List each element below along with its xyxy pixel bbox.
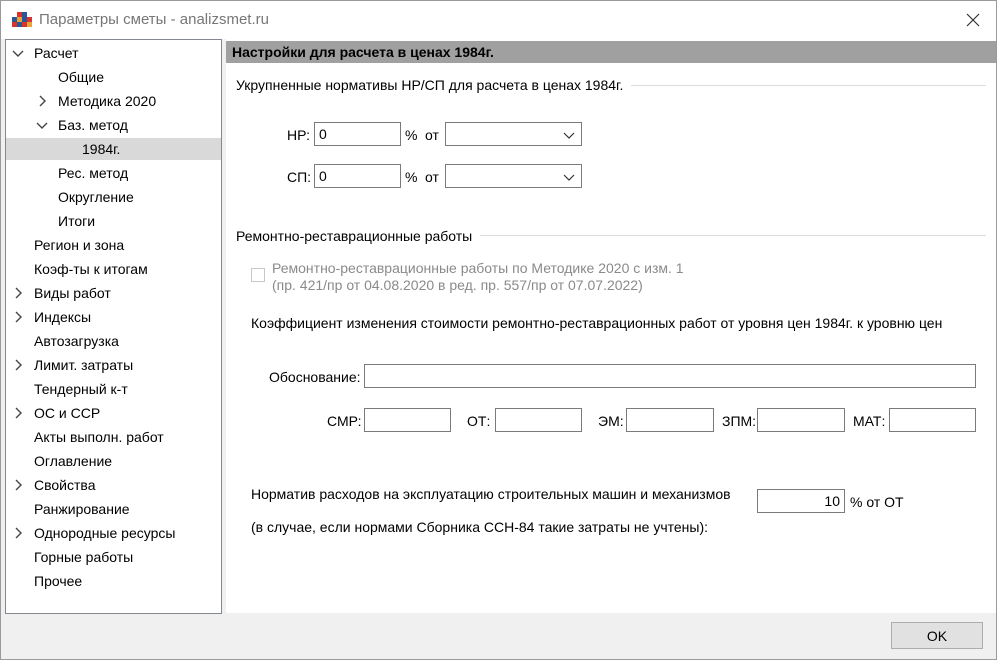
- sp-from-label: от: [425, 169, 439, 185]
- tree-item-label: Виды работ: [34, 285, 111, 301]
- chevron-right-icon[interactable]: [12, 287, 24, 299]
- chevron-right-icon[interactable]: [36, 95, 48, 107]
- machines-norm-input[interactable]: [757, 489, 845, 513]
- tree-item-label: Ранжирование: [34, 501, 130, 517]
- smr-label: СМР:: [327, 413, 362, 429]
- nr-from-label: от: [425, 127, 439, 143]
- nr-base-select[interactable]: [445, 122, 582, 146]
- chevron-down-icon[interactable]: [12, 47, 24, 59]
- repair-method-checkbox[interactable]: [251, 268, 265, 282]
- mat-input[interactable]: [889, 408, 976, 432]
- window-title: Параметры сметы - analizsmet.ru: [39, 11, 269, 28]
- zpm-input[interactable]: [757, 408, 845, 432]
- tree-item[interactable]: [6, 522, 221, 544]
- sp-percent-label: %: [405, 169, 418, 185]
- chevron-down-icon: [563, 171, 575, 183]
- repair-group-title: Ремонтно-реставрационные работы: [236, 228, 480, 244]
- tree-item-label: Тендерный к-т: [34, 381, 128, 397]
- tree-item-label: Округление: [58, 189, 134, 205]
- tree-item[interactable]: [6, 282, 221, 304]
- chevron-right-icon[interactable]: [12, 407, 24, 419]
- tree-item[interactable]: [6, 186, 221, 208]
- tree-item-label: Регион и зона: [34, 237, 125, 253]
- tree-item-label: 1984г.: [82, 141, 121, 157]
- tree-item-label: Баз. метод: [58, 117, 128, 133]
- chevron-right-icon[interactable]: [12, 527, 24, 539]
- tree-item-label: Лимит. затраты: [34, 357, 134, 373]
- section-header: [226, 41, 996, 63]
- tree-item-label: Свойства: [34, 477, 96, 493]
- tree-item-label: Акты выполн. работ: [34, 429, 164, 445]
- norms-group-title: Укрупненные нормативы НР/СП для расчета в ценах 1984г.: [236, 77, 631, 93]
- tree-item[interactable]: [6, 234, 221, 256]
- tree-item[interactable]: [6, 546, 221, 568]
- sp-input[interactable]: [314, 164, 401, 188]
- tree-item[interactable]: [6, 498, 221, 520]
- tree-item[interactable]: [6, 306, 221, 328]
- tree-item[interactable]: [6, 162, 221, 184]
- tree-item-label: Оглавление: [34, 453, 113, 469]
- tree-item[interactable]: [6, 258, 221, 280]
- mat-label: МАТ:: [853, 413, 886, 429]
- title-bar: [1, 1, 996, 39]
- tree-item[interactable]: [6, 378, 221, 400]
- repair-method-checkbox-label: Ремонтно-реставрационные работы по Методике 2020 с изм. 1: [272, 260, 684, 276]
- tree-item-label: Индексы: [34, 309, 92, 325]
- basis-label: Обоснование:: [269, 369, 361, 385]
- chevron-down-icon[interactable]: [36, 119, 48, 131]
- tree-item-label: Однородные ресурсы: [34, 525, 176, 541]
- tree-item[interactable]: [6, 402, 221, 424]
- tree-item[interactable]: [6, 426, 221, 448]
- section-header-label: Настройки для расчета в ценах 1984г.: [232, 44, 494, 60]
- nr-input[interactable]: [314, 122, 401, 146]
- close-button[interactable]: [950, 1, 996, 39]
- tree-item-label: Прочее: [34, 573, 83, 589]
- tree-item[interactable]: [6, 570, 221, 592]
- tree-item[interactable]: [6, 66, 221, 88]
- ot-input[interactable]: [495, 408, 582, 432]
- ot-label: ОТ:: [467, 413, 491, 429]
- tree-item-label: Общие: [58, 69, 105, 85]
- tree-item[interactable]: [6, 210, 221, 232]
- tree-item[interactable]: [6, 450, 221, 472]
- tree-item-label: Расчет: [34, 45, 79, 61]
- nr-label: НР:: [287, 127, 311, 143]
- chevron-right-icon[interactable]: [12, 311, 24, 323]
- tree-item[interactable]: [6, 114, 221, 136]
- chevron-right-icon[interactable]: [12, 479, 24, 491]
- ok-button[interactable]: OK: [891, 622, 983, 649]
- machines-norm-text: Норматив расходов на эксплуатацию строительных машин и механизмов: [251, 486, 731, 502]
- tree-item[interactable]: [6, 330, 221, 352]
- tree-item[interactable]: [6, 90, 221, 112]
- em-input[interactable]: [626, 408, 714, 432]
- tree-item[interactable]: [6, 354, 221, 376]
- tree-item-label: Итоги: [58, 213, 96, 229]
- em-label: ЭМ:: [598, 413, 624, 429]
- app-grid-icon: [12, 11, 32, 29]
- tree-item-label: Коэф-ты к итогам: [34, 261, 148, 277]
- tree-item-label: Горные работы: [34, 549, 134, 565]
- tree-item[interactable]: [6, 474, 221, 496]
- chevron-right-icon[interactable]: [12, 359, 24, 371]
- footer-bar: [1, 614, 996, 659]
- chevron-down-icon: [563, 129, 575, 141]
- basis-input[interactable]: [364, 364, 976, 388]
- tree-item-label: Рес. метод: [58, 165, 129, 181]
- repair-coef-text: Коэффициент изменения стоимости ремонтно-реставрационных работ от уровня цен 1984г. к уровню цен: [251, 315, 943, 331]
- tree-item-label: Автозагрузка: [34, 333, 119, 349]
- sp-base-select[interactable]: [445, 164, 582, 188]
- close-icon: [966, 13, 980, 27]
- tree-item-label: ОС и ССР: [34, 405, 101, 421]
- tree-item-label: Методика 2020: [58, 93, 157, 109]
- settings-content: [226, 39, 996, 613]
- tree-item[interactable]: [6, 138, 221, 160]
- sp-label: СП:: [287, 169, 312, 185]
- settings-tree[interactable]: [5, 39, 222, 614]
- nr-percent-label: %: [405, 127, 418, 143]
- tree-item[interactable]: [6, 42, 221, 64]
- machines-norm-suffix: % от ОТ: [850, 494, 904, 510]
- zpm-label: ЗПМ:: [722, 413, 757, 429]
- machines-norm-note: (в случае, если нормами Сборника ССН-84 такие затраты не учтены):: [251, 519, 709, 535]
- smr-input[interactable]: [364, 408, 451, 432]
- repair-method-order-text: (пр. 421/пр от 04.08.2020 в ред. пр. 557/пр от 07.07.2022): [272, 277, 643, 293]
